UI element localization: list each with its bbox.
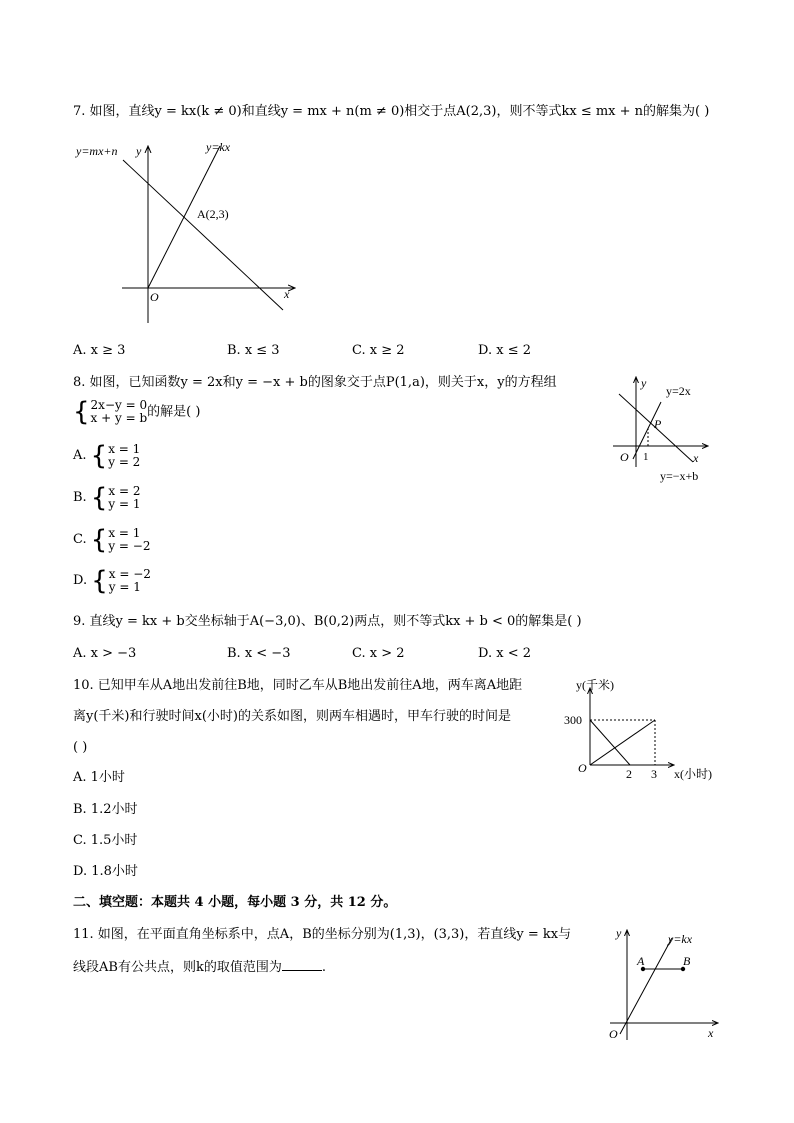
q10-label-3: 3 xyxy=(651,767,657,781)
q8-label-y: y xyxy=(641,376,647,390)
q8-label-l1: y=2x xyxy=(666,384,691,398)
q8-stem: 8. 如图，已知函数y = 2x和y = −x + b的图象交于点P(1,a)，则关于x，y的方程组 xyxy=(73,375,557,390)
q8-label-l2: y=−x+b xyxy=(660,469,699,483)
q11-stem-line1: 11. 如图，在平面直角坐标系中，点A，B的坐标分别为(1,3)，(3,3)，若直线y = kx与 xyxy=(73,927,572,942)
q8-system-tail: 的解是( ) xyxy=(147,404,201,420)
q8-label-1: 1 xyxy=(643,451,649,463)
q9-option-c[interactable]: C. x > 2 xyxy=(352,646,405,661)
q10-option-b[interactable]: B. 1.2小时 xyxy=(73,802,138,817)
q7-label-l1: y=mx+n xyxy=(76,144,118,158)
q10-line-up xyxy=(590,720,655,765)
q10-option-d[interactable]: D. 1.8小时 xyxy=(73,864,138,879)
q8-label-x: x xyxy=(693,451,699,465)
q11-label-b: B xyxy=(683,954,691,968)
q7-label-x: x xyxy=(284,287,290,301)
q11-figure xyxy=(600,922,725,1042)
q8-label-o: O xyxy=(620,450,629,464)
q10-option-a[interactable]: A. 1小时 xyxy=(73,770,125,785)
q11-stem-line2: 线段AB有公共点，则k的取值范围为 . xyxy=(73,960,326,975)
q10-line-down xyxy=(590,720,630,765)
q7-stem: 7. 如图，直线y = kx(k ≠ 0)和直线y = mx + n(m ≠ 0)相交于点A(2,3)，则不等式kx ≤ mx + n的解集为( ) xyxy=(73,104,710,119)
q7-option-d[interactable]: D. x ≤ 2 xyxy=(478,343,531,358)
q7-label-o: O xyxy=(150,290,159,304)
q11-label-line: y=kx xyxy=(668,932,693,946)
section-2-heading: 二、填空题：本题共 4 小题，每小题 3 分，共 12 分。 xyxy=(73,895,397,910)
q7-label-l2: y=kx xyxy=(206,140,231,154)
q10-label-2: 2 xyxy=(626,767,632,781)
q7-figure xyxy=(70,138,310,333)
q9-option-a[interactable]: A. x > −3 xyxy=(73,646,137,661)
q8-system-row2: x + y = b xyxy=(90,411,148,425)
q10-label-300: 300 xyxy=(564,713,582,727)
q11-line-kx xyxy=(620,938,672,1034)
q7-option-c[interactable]: C. x ≥ 2 xyxy=(352,343,405,358)
q8-option-b[interactable]: B. { x = 2 y = 1 xyxy=(73,483,141,513)
q10-stem-line3: ( ) xyxy=(73,740,88,755)
q9-option-d[interactable]: D. x < 2 xyxy=(478,646,531,661)
q10-figure xyxy=(562,674,732,784)
q7-label-y: y xyxy=(136,144,142,158)
q8-option-c[interactable]: C. { x = 1 y = −2 xyxy=(73,525,151,555)
q8-label-p: P xyxy=(654,417,662,431)
q7-label-a: A(2,3) xyxy=(197,207,229,221)
q8-system: { 2x−y = 0 x + y = b 的解是( ) xyxy=(73,397,201,427)
q11-label-o: O xyxy=(609,1027,618,1041)
q10-stem-line2: 离y(千米)和行驶时间x(小时)的关系如图，则两车相遇时，甲车行驶的时间是 xyxy=(73,709,511,724)
q10-label-o: O xyxy=(578,761,587,775)
q8-figure xyxy=(605,372,730,487)
q11-answer-blank[interactable] xyxy=(282,958,322,971)
q8-system-row1: 2x−y = 0 xyxy=(90,398,148,412)
q9-stem: 9. 直线y = kx + b交坐标轴于A(−3,0)、B(0,2)两点，则不等式kx + b < 0的解集是( ) xyxy=(73,614,582,629)
q10-label-y: y(千米) xyxy=(576,678,614,692)
q10-stem-line1: 10. 已知甲车从A地出发前往B地，同时乙车从B地出发前往A地，两车离A地距 xyxy=(73,678,523,693)
q9-option-b[interactable]: B. x < −3 xyxy=(227,646,291,661)
q11-label-x: x xyxy=(708,1026,714,1040)
q11-label-y: y xyxy=(616,926,622,940)
q10-option-c[interactable]: C. 1.5小时 xyxy=(73,833,138,848)
q8-option-d[interactable]: D. { x = −2 y = 1 xyxy=(73,566,151,596)
q8-option-a[interactable]: A. { x = 1 y = 2 xyxy=(73,441,141,471)
q7-option-b[interactable]: B. x ≤ 3 xyxy=(227,343,280,358)
q7-option-a[interactable]: A. x ≥ 3 xyxy=(73,343,126,358)
q10-label-x: x(小时) xyxy=(674,767,712,781)
q11-label-a: A xyxy=(637,954,645,968)
